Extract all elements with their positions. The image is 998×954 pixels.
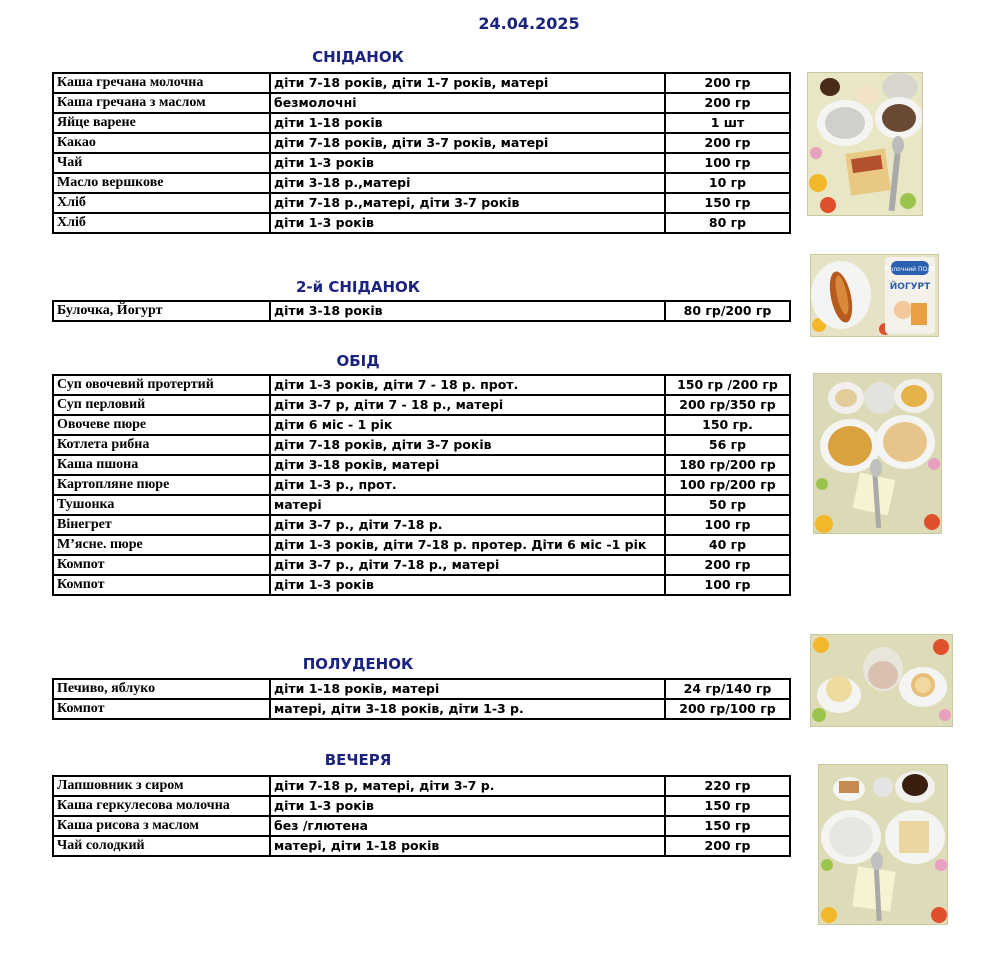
table-row — [53, 375, 790, 395]
portion-cell: 200 гр — [665, 836, 790, 856]
portion-cell: 200 гр — [665, 555, 790, 575]
portion-cell: 100 гр — [665, 153, 790, 173]
target-group-cell: матері, діти 3-18 років, діти 1-3 р. — [270, 699, 665, 719]
table-dinner — [52, 775, 791, 857]
dish-name-cell: Чай солодкий — [53, 836, 270, 856]
dish-name-cell: Хліб — [53, 193, 270, 213]
dish-name-cell: М’ясне. пюре — [53, 535, 270, 555]
target-group-cell: діти 7-18 р.,матері, діти 3-7 років — [270, 193, 665, 213]
dish-name-cell: Овочеве пюре — [53, 415, 270, 435]
dish-name-cell: Каша гречана з маслом — [53, 93, 270, 113]
table-row — [53, 495, 790, 515]
table-row — [53, 836, 790, 856]
afternoon-snack-photo — [810, 634, 953, 727]
portion-cell: 150 гр — [665, 193, 790, 213]
portion-cell: 180 гр/200 гр — [665, 455, 790, 475]
table-row — [53, 679, 790, 699]
table-breakfast — [52, 72, 791, 234]
portion-cell: 100 гр — [665, 575, 790, 595]
lunch-photo — [813, 373, 942, 534]
portion-cell: 200 гр — [665, 133, 790, 153]
table-row — [53, 515, 790, 535]
target-group-cell: діти 1-18 років — [270, 113, 665, 133]
target-group-cell: діти 1-3 років — [270, 213, 665, 233]
target-group-cell: діти 3-7 р., діти 7-18 р., матері — [270, 555, 665, 575]
table-row — [53, 776, 790, 796]
target-group-cell: діти 7-18 р, матері, діти 3-7 р. — [270, 776, 665, 796]
dish-name-cell: Вінегрет — [53, 515, 270, 535]
dish-name-cell: Каша гречана молочна — [53, 73, 270, 93]
table-row — [53, 173, 790, 193]
table-row — [53, 535, 790, 555]
dish-name-cell: Лапшовник з сиром — [53, 776, 270, 796]
section-title-lunch: ОБІД — [336, 352, 380, 370]
target-group-cell: безмолочні — [270, 93, 665, 113]
portion-cell: 80 гр — [665, 213, 790, 233]
table-row — [53, 475, 790, 495]
table-afternoon-snack — [52, 678, 791, 720]
dish-name-cell: Картопляне пюре — [53, 475, 270, 495]
dish-name-cell: Компот — [53, 699, 270, 719]
table-row — [53, 435, 790, 455]
target-group-cell: матері — [270, 495, 665, 515]
menu-date: 24.04.2025 — [478, 14, 580, 33]
table-row — [53, 575, 790, 595]
table-row — [53, 816, 790, 836]
dish-name-cell: Какао — [53, 133, 270, 153]
portion-cell: 10 гр — [665, 173, 790, 193]
portion-cell: 200 гр/350 гр — [665, 395, 790, 415]
portion-cell: 56 гр — [665, 435, 790, 455]
target-group-cell: без /глютена — [270, 816, 665, 836]
portion-cell: 150 гр. — [665, 415, 790, 435]
dish-name-cell: Печиво, яблуко — [53, 679, 270, 699]
dish-name-cell: Компот — [53, 575, 270, 595]
second-breakfast-photo — [810, 254, 939, 337]
portion-cell: 24 гр/140 гр — [665, 679, 790, 699]
yogurt-brand-text: Молочний ПОЛЕ — [884, 266, 936, 273]
target-group-cell: діти 1-3 р., прот. — [270, 475, 665, 495]
dish-name-cell: Чай — [53, 153, 270, 173]
portion-cell: 150 гр — [665, 796, 790, 816]
table-row — [53, 796, 790, 816]
dish-name-cell: Хліб — [53, 213, 270, 233]
target-group-cell: діти 1-3 років — [270, 153, 665, 173]
target-group-cell: діти 7-18 років, діти 1-7 років, матері — [270, 73, 665, 93]
portion-cell: 200 гр — [665, 73, 790, 93]
portion-cell: 1 шт — [665, 113, 790, 133]
breakfast-photo — [807, 72, 923, 216]
target-group-cell: діти 1-3 років — [270, 796, 665, 816]
dish-name-cell: Яйце варене — [53, 113, 270, 133]
target-group-cell: діти 7-18 років, діти 3-7 років, матері — [270, 133, 665, 153]
portion-cell: 200 гр — [665, 93, 790, 113]
dish-name-cell: Каша геркулесова молочна — [53, 796, 270, 816]
section-title-dinner: ВЕЧЕРЯ — [324, 751, 392, 769]
table-row — [53, 395, 790, 415]
portion-cell: 150 гр /200 гр — [665, 375, 790, 395]
table-row — [53, 555, 790, 575]
target-group-cell: діти 1-3 років — [270, 575, 665, 595]
dish-name-cell: Котлета рибна — [53, 435, 270, 455]
table-row — [53, 153, 790, 173]
table-row — [53, 193, 790, 213]
table-row — [53, 133, 790, 153]
target-group-cell: матері, діти 1-18 років — [270, 836, 665, 856]
table-row — [53, 73, 790, 93]
yogurt-label-text: ЙОГУРТ — [889, 282, 931, 292]
section-title-afternoon-snack: ПОЛУДЕНОК — [302, 655, 414, 673]
dish-name-cell: Компот — [53, 555, 270, 575]
table-row — [53, 301, 790, 321]
dish-name-cell: Суп овочевий протертий — [53, 375, 270, 395]
dinner-photo — [818, 764, 948, 925]
section-title-second-breakfast: 2-й СНІДАНОК — [295, 278, 421, 296]
portion-cell: 50 гр — [665, 495, 790, 515]
table-row — [53, 455, 790, 475]
target-group-cell: діти 6 міс - 1 рік — [270, 415, 665, 435]
table-row — [53, 113, 790, 133]
table-row — [53, 415, 790, 435]
dish-name-cell: Тушонка — [53, 495, 270, 515]
target-group-cell: діти 1-3 років, діти 7 - 18 р. прот. — [270, 375, 665, 395]
target-group-cell: діти 3-7 р, діти 7 - 18 р., матері — [270, 395, 665, 415]
table-row — [53, 699, 790, 719]
portion-cell: 220 гр — [665, 776, 790, 796]
target-group-cell: діти 1-3 років, діти 7-18 р. протер. Діти 6 міс -1 рік — [270, 535, 665, 555]
portion-cell: 80 гр/200 гр — [665, 301, 790, 321]
target-group-cell: діти 3-18 років, матері — [270, 455, 665, 475]
table-lunch — [52, 374, 791, 596]
dish-name-cell: Каша рисова з маслом — [53, 816, 270, 836]
table-second-breakfast — [52, 300, 791, 322]
dish-name-cell: Масло вершкове — [53, 173, 270, 193]
dish-name-cell: Суп перловий — [53, 395, 270, 415]
portion-cell: 200 гр/100 гр — [665, 699, 790, 719]
portion-cell: 100 гр/200 гр — [665, 475, 790, 495]
section-title-breakfast: СНІДАНОК — [312, 48, 404, 66]
portion-cell: 40 гр — [665, 535, 790, 555]
dish-name-cell: Булочка, Йогурт — [53, 301, 270, 321]
portion-cell: 100 гр — [665, 515, 790, 535]
target-group-cell: діти 3-7 р., діти 7-18 р. — [270, 515, 665, 535]
dish-name-cell: Каша пшона — [53, 455, 270, 475]
table-row — [53, 213, 790, 233]
target-group-cell: діти 7-18 років, діти 3-7 років — [270, 435, 665, 455]
portion-cell: 150 гр — [665, 816, 790, 836]
table-row — [53, 93, 790, 113]
target-group-cell: діти 1-18 років, матері — [270, 679, 665, 699]
target-group-cell: діти 3-18 років — [270, 301, 665, 321]
target-group-cell: діти 3-18 р.,матері — [270, 173, 665, 193]
